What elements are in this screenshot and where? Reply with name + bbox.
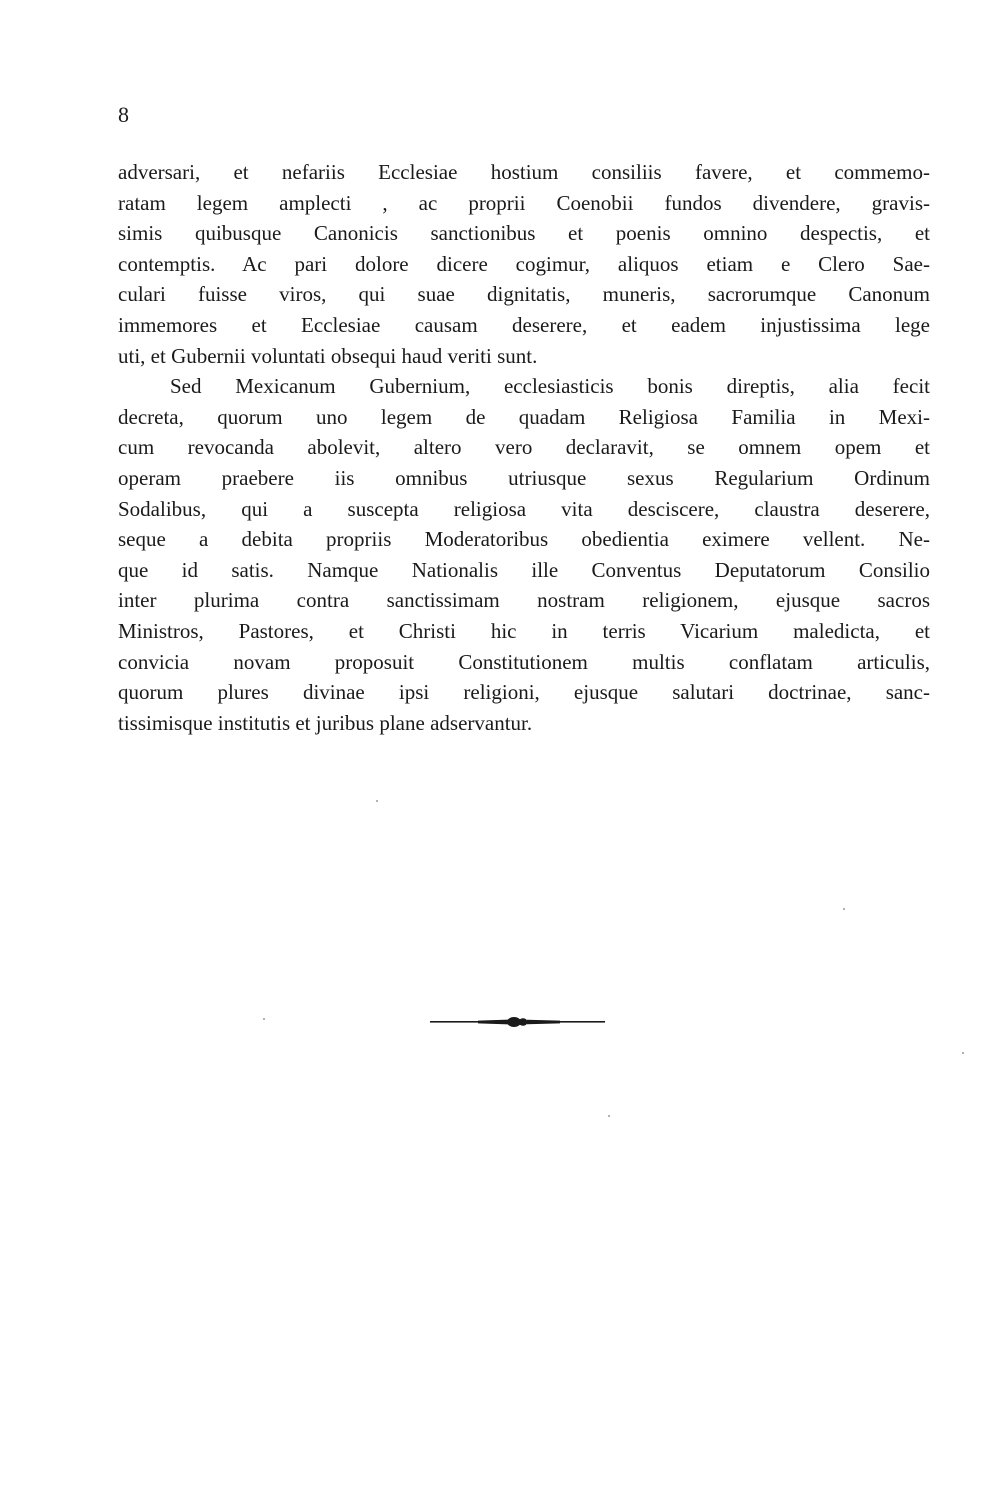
- text-line: operam praebere iis omnibus utriusque sexus Regularium Ordinum: [118, 465, 930, 490]
- text-line: adversari, et nefariis Ecclesiae hostium consiliis favere, et commemo-: [118, 160, 930, 184]
- text-line: Ministros, Pastores, et Christi hic in terris Vicarium maledicta, et: [118, 618, 930, 643]
- text-body: [118, 157, 930, 738]
- paragraph-2: [118, 371, 930, 738]
- text-line: simis quibusque Canonicis sanctionibus et poenis omnino despectis, et: [118, 221, 930, 246]
- text-line: ratam legem amplecti , ac proprii Coenobii fundos divendere, gravis-: [118, 190, 930, 215]
- text-line: decreta, quorum uno legem de quadam Religiosa Familia in Mexi-: [118, 404, 930, 429]
- text-line: inter plurima contra sanctissimam nostram religionem, ejusque sacros: [118, 588, 930, 613]
- paper-speck: [608, 1115, 610, 1117]
- text-line: convicia novam proposuit Constitutionem multis conflatam articulis,: [118, 649, 930, 674]
- text-line: uti, et Gubernii voluntati obsequi haud veriti sunt.: [118, 343, 538, 368]
- text-line: que id satis. Namque Nationalis ille Conventus Deputatorum Consilio: [118, 557, 930, 582]
- page-number: 8: [118, 102, 129, 127]
- paper-speck: [263, 1018, 265, 1020]
- paper-speck: [376, 800, 378, 802]
- text-line: Sed Mexicanum Gubernium, ecclesiasticis bonis direptis, alia fecit: [170, 374, 930, 399]
- text-line: tissimisque institutis et juribus plane adservantur.: [118, 710, 533, 735]
- text-line: culari fuisse viros, qui suae dignitatis, muneris, sacrorumque Canonum: [118, 282, 930, 307]
- paper-speck: [843, 908, 845, 910]
- paper-speck: [962, 1052, 964, 1054]
- text-line: Sodalibus, qui a suscepta religiosa vita desciscere, claustra deserere,: [118, 496, 930, 521]
- paragraph-1: [118, 157, 930, 371]
- text-line: quorum plures divinae ipsi religioni, ejusque salutari doctrinae, sanc-: [118, 680, 930, 705]
- tailpiece-ornament-icon: [430, 1012, 605, 1032]
- text-line: seque a debita propriis Moderatoribus obedientia eximere vellent. Ne-: [118, 527, 930, 552]
- text-line: contemptis. Ac pari dolore dicere cogimur, aliquos etiam e Clero Sae-: [118, 251, 930, 276]
- text-line: cum revocanda abolevit, altero vero declaravit, se omnem opem et: [118, 435, 930, 460]
- text-line: immemores et Ecclesiae causam deserere, et eadem injustissima lege: [118, 312, 930, 337]
